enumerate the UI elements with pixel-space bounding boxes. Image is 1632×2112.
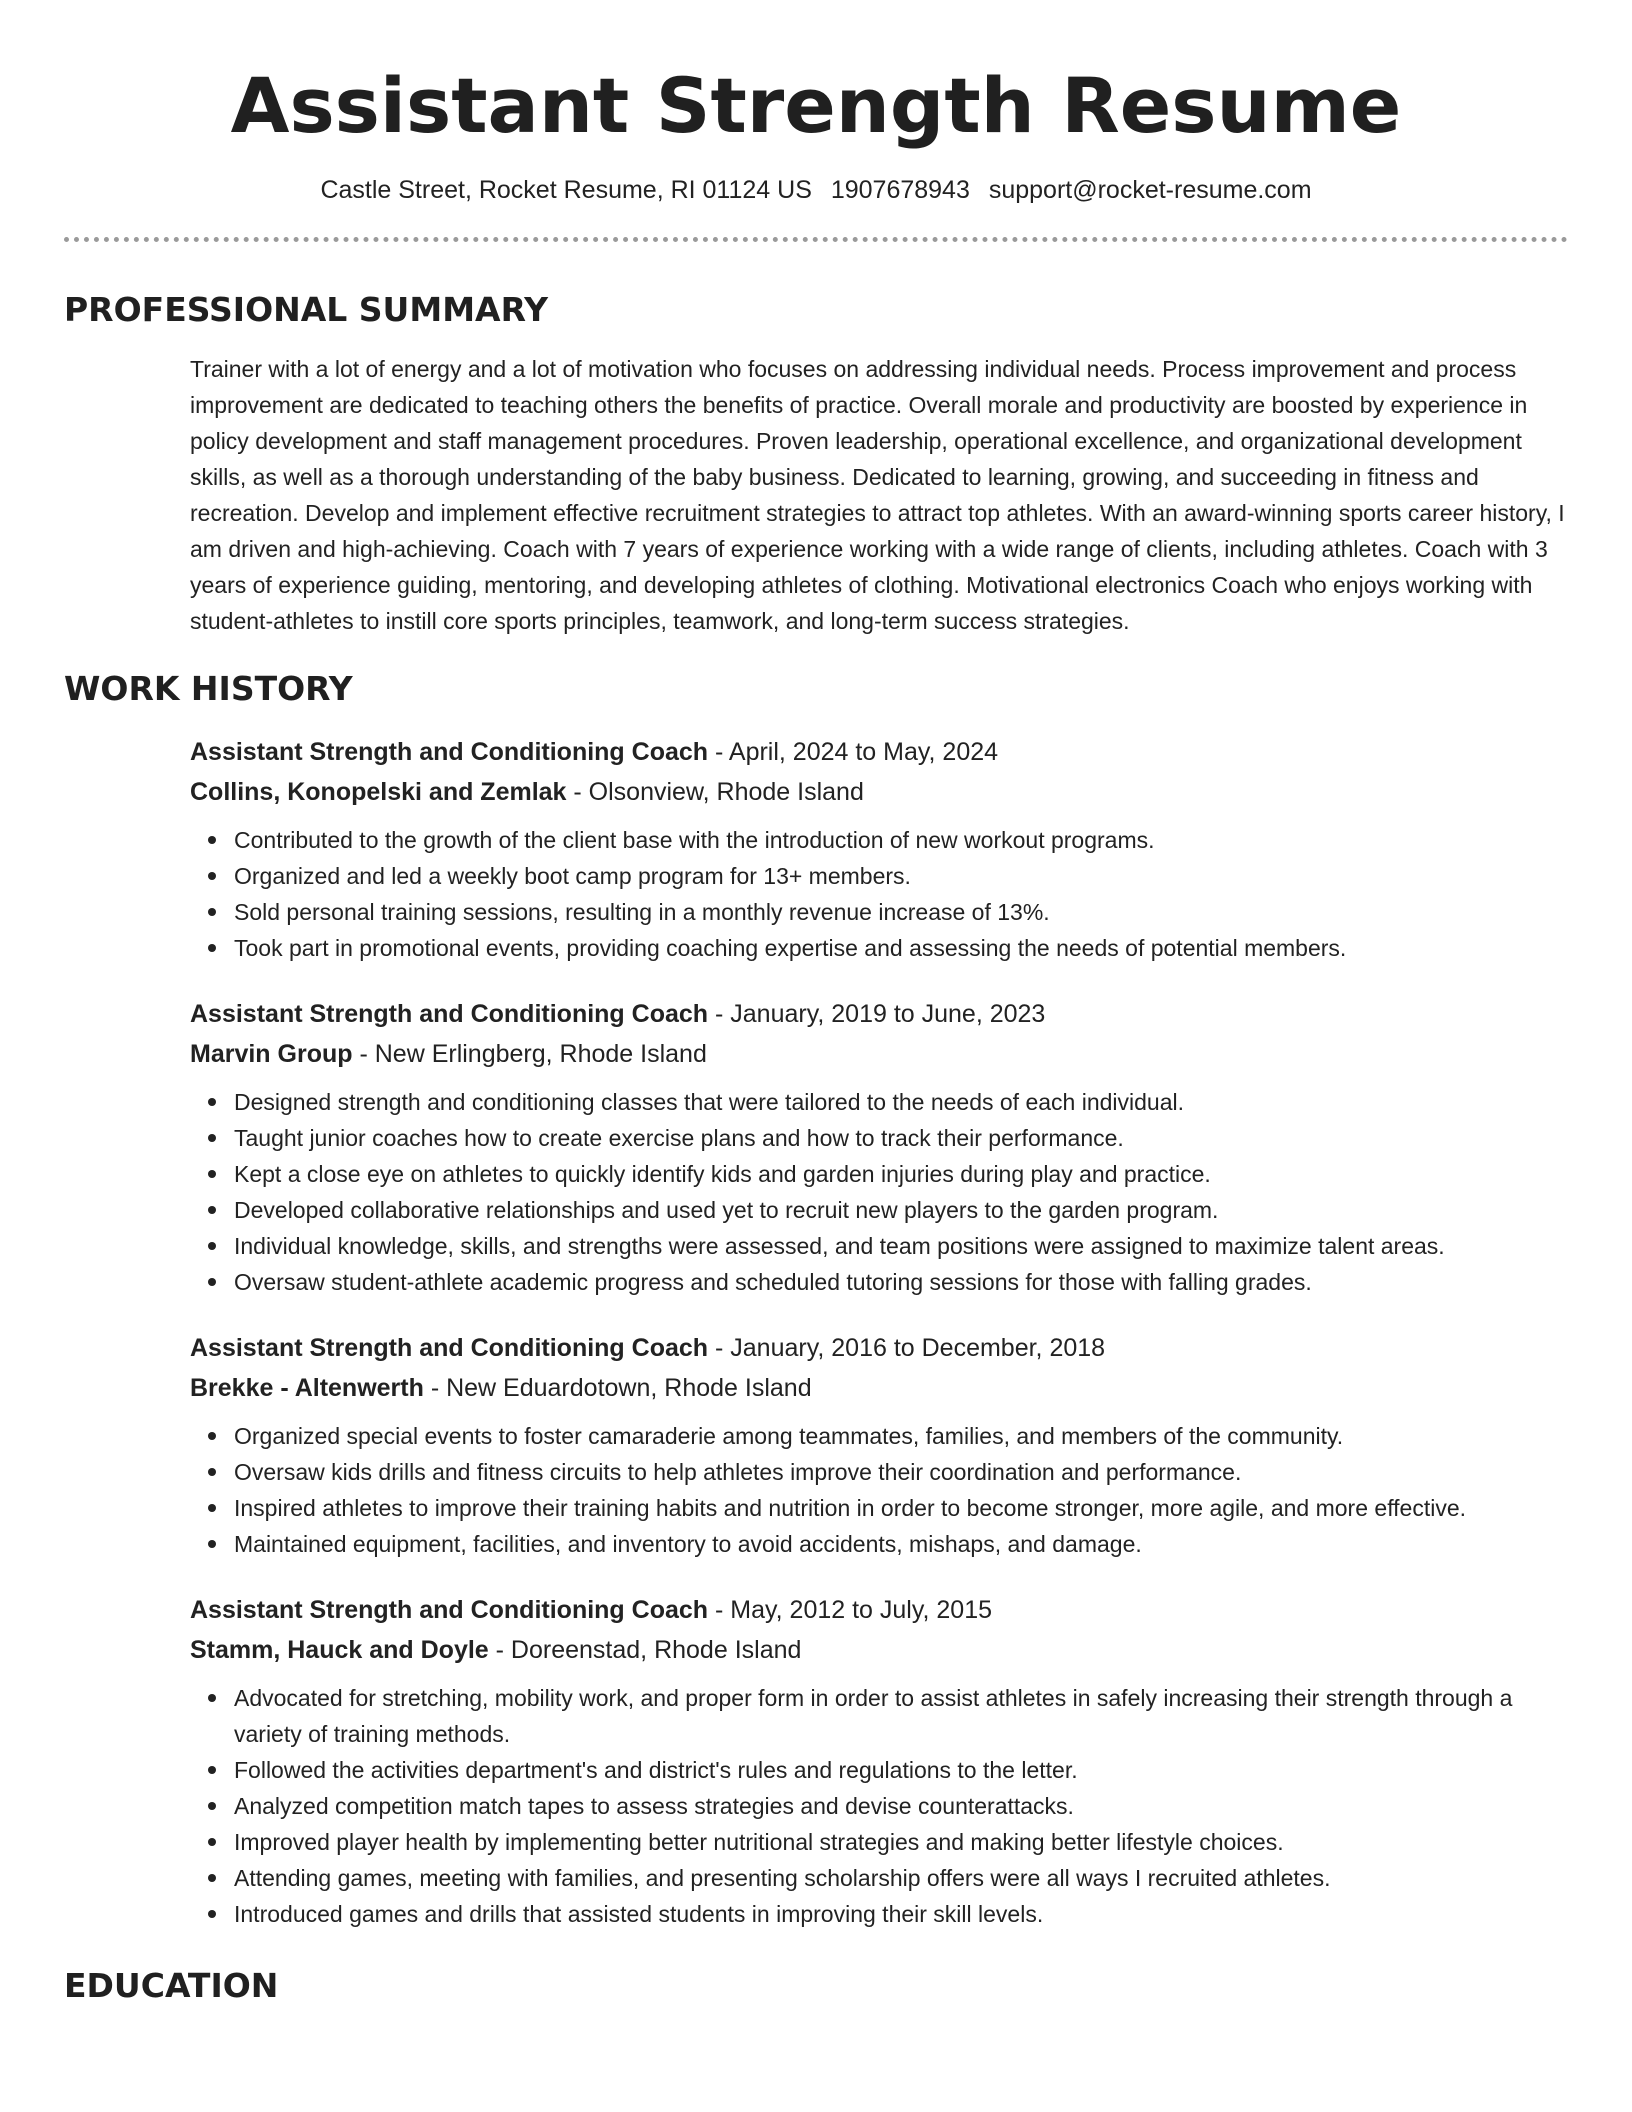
job-company-line xyxy=(190,1630,1568,1670)
job-entry xyxy=(190,1590,1568,1932)
resume-page xyxy=(64,0,1568,2005)
section-heading-education: EDUCATION xyxy=(64,1966,279,2005)
contact-phone[interactable]: 1907678943 xyxy=(830,176,970,204)
job-company-line xyxy=(190,1368,1568,1408)
job-bullet: Took part in promotional events, providing coaching expertise and assessing the needs of potential members. xyxy=(234,930,1568,966)
job-company: Stamm, Hauck and Doyle xyxy=(190,1636,489,1664)
header-divider xyxy=(64,237,1568,242)
job-bullet: Advocated for stretching, mobility work, and proper form in order to assist athletes in safely increasing their strength through a variety of training methods. xyxy=(234,1680,1568,1752)
contact-address: Castle Street, Rocket Resume, RI 01124 US xyxy=(320,176,812,204)
job-company: Brekke - Altenwerth xyxy=(190,1374,424,1402)
job-bullet: Attending games, meeting with families, and presenting scholarship offers were all ways I recruited athletes. xyxy=(234,1860,1568,1896)
job-bullet: Organized special events to foster camaraderie among teammates, families, and members of the community. xyxy=(234,1418,1568,1454)
job-entry xyxy=(190,994,1568,1300)
job-company-line xyxy=(190,772,1568,812)
job-title: Assistant Strength and Conditioning Coach xyxy=(190,1334,709,1362)
job-bullet: Kept a close eye on athletes to quickly identify kids and garden injuries during play and practice. xyxy=(234,1156,1568,1192)
job-entry xyxy=(190,1328,1568,1562)
job-location: - New Erlingberg, Rhode Island xyxy=(352,1040,707,1068)
job-dates: - January, 2016 to December, 2018 xyxy=(708,1334,1106,1362)
job-bullet-list xyxy=(234,1680,1568,1932)
job-company: Marvin Group xyxy=(190,1040,353,1068)
job-title-line xyxy=(190,994,1568,1034)
job-location: - New Eduardotown, Rhode Island xyxy=(423,1374,812,1402)
job-dates: - April, 2024 to May, 2024 xyxy=(708,738,999,766)
job-location: - Doreenstad, Rhode Island xyxy=(488,1636,802,1664)
job-bullet: Followed the activities department's and district's rules and regulations to the letter. xyxy=(234,1752,1568,1788)
job-bullet-list xyxy=(234,1418,1568,1562)
section-heading-summary: PROFESSIONAL SUMMARY xyxy=(64,290,549,329)
job-entry xyxy=(190,732,1568,966)
job-bullet: Sold personal training sessions, resulting in a monthly revenue increase of 13%. xyxy=(234,894,1568,930)
job-title: Assistant Strength and Conditioning Coach xyxy=(190,1000,709,1028)
job-title-line xyxy=(190,1328,1568,1368)
job-bullet: Inspired athletes to improve their training habits and nutrition in order to become stronger, more agile, and more effective. xyxy=(234,1490,1568,1526)
job-bullet: Designed strength and conditioning classes that were tailored to the needs of each individual. xyxy=(234,1084,1568,1120)
job-dates: - May, 2012 to July, 2015 xyxy=(708,1596,993,1624)
job-title: Assistant Strength and Conditioning Coach xyxy=(190,1596,709,1624)
job-bullet: Organized and led a weekly boot camp program for 13+ members. xyxy=(234,858,1568,894)
job-bullet: Individual knowledge, skills, and strengths were assessed, and team positions were assigned to maximize talent areas. xyxy=(234,1228,1568,1264)
job-title-line xyxy=(190,1590,1568,1630)
job-bullet: Oversaw kids drills and fitness circuits to help athletes improve their coordination and performance. xyxy=(234,1454,1568,1490)
job-bullet: Introduced games and drills that assisted students in improving their skill levels. xyxy=(234,1896,1568,1932)
job-location: - Olsonview, Rhode Island xyxy=(566,778,864,806)
job-bullet-list xyxy=(234,1084,1568,1300)
resume-title: Assistant Strength Resume xyxy=(230,61,1402,150)
work-history-list xyxy=(64,732,1568,1932)
job-bullet: Improved player health by implementing better nutritional strategies and making better lifestyle choices. xyxy=(234,1824,1568,1860)
job-company: Collins, Konopelski and Zemlak xyxy=(190,778,567,806)
job-bullet: Oversaw student-athlete academic progress and scheduled tutoring sessions for those with falling grades. xyxy=(234,1264,1568,1300)
job-title: Assistant Strength and Conditioning Coach xyxy=(190,738,709,766)
summary-text: Trainer with a lot of energy and a lot of motivation who focuses on addressing individual needs. Process improvement and process improvement are dedicated to teaching others the benefits of practice. Overall morale and productivity are boosted by experience in policy development and staff management procedures. Proven leadership, operational excellence, and organizational development skills, as well as a thorough understanding of the baby business. Dedicated to learning, growing, and succeeding in fitness and recreation. Develop and implement effective recruitment strategies to attract top athletes. With an award-winning sports career history, I am driven and high-achieving. Coach with 7 years of experience working with a wide range of clients, including athletes. Coach with 3 years of experience guiding, mentoring, and developing athletes of clothing. Motivational electronics Coach who enjoys working with student-athletes to instill core sports principles, teamwork, and long-term success strategies. xyxy=(190,356,1565,634)
job-bullet: Contributed to the growth of the client base with the introduction of new workout programs. xyxy=(234,822,1568,858)
job-company-line xyxy=(190,1034,1568,1074)
contact-line xyxy=(64,176,1568,205)
job-dates: - January, 2019 to June, 2023 xyxy=(708,1000,1046,1028)
job-bullet: Taught junior coaches how to create exercise plans and how to track their performance. xyxy=(234,1120,1568,1156)
job-bullet-list xyxy=(234,822,1568,966)
contact-email[interactable]: support@rocket-resume.com xyxy=(988,176,1312,204)
job-bullet: Analyzed competition match tapes to assess strategies and devise counterattacks. xyxy=(234,1788,1568,1824)
job-bullet: Developed collaborative relationships and used yet to recruit new players to the garden program. xyxy=(234,1192,1568,1228)
job-bullet: Maintained equipment, facilities, and inventory to avoid accidents, mishaps, and damage. xyxy=(234,1526,1568,1562)
section-heading-work-history: WORK HISTORY xyxy=(64,669,353,708)
job-title-line xyxy=(190,732,1568,772)
